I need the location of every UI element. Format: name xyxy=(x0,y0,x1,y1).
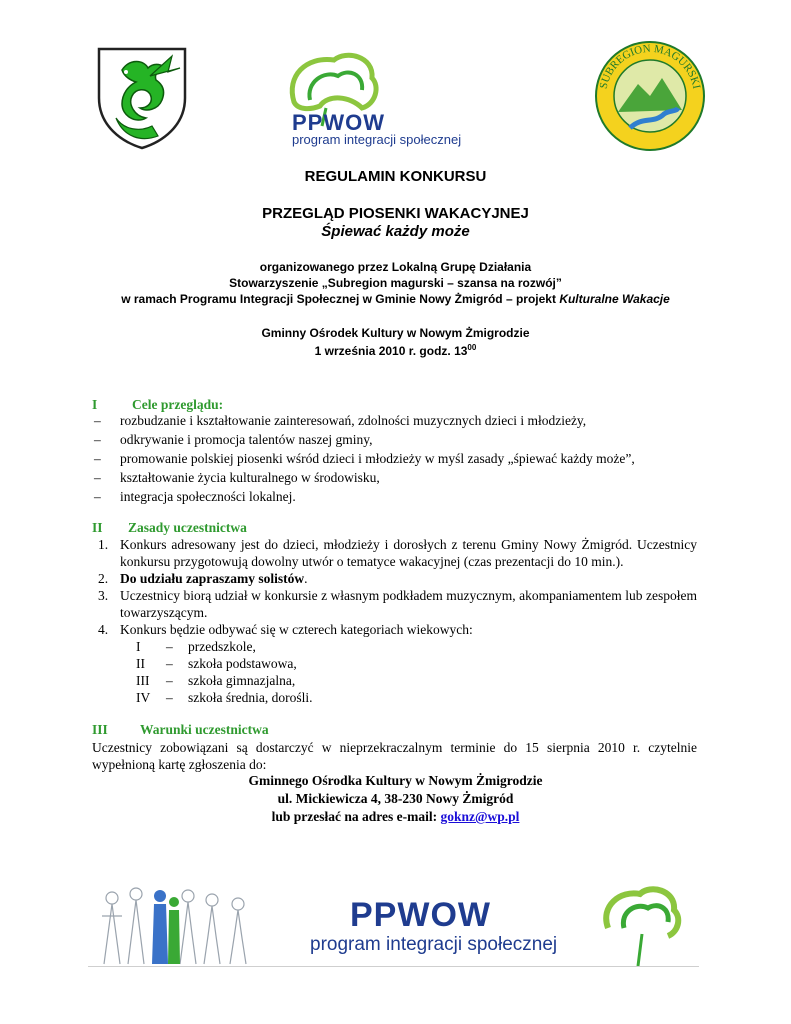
section2-list xyxy=(92,536,697,638)
item-text: Uczestnicy biorą udział w konkursie z własnym podkładem muzycznym, akompaniamentem lub zespołem towarzyszącym. xyxy=(120,588,697,620)
email-link[interactable]: goknz@wp.pl xyxy=(440,809,520,824)
venue-place: Gminny Ośrodek Kultury w Nowym Żmigrodzie xyxy=(261,326,530,340)
organizer-line1: organizowanego przez Lokalną Grupę Działania xyxy=(259,260,532,274)
tree-logo-icon xyxy=(598,884,688,966)
venue-date-text: 1 września 2010 r. godz. 13 xyxy=(314,344,468,358)
section1-heading xyxy=(92,397,223,413)
list-item: – integracja społeczności lokalnej. xyxy=(92,488,712,507)
category-dash: – xyxy=(166,673,173,688)
list-item xyxy=(92,587,697,621)
page-title: REGULAMIN KONKURSU xyxy=(304,168,487,185)
list-item: – odkrywanie i promocja talentów naszej gminy, xyxy=(92,431,712,450)
category-label: szkoła średnia, dorośli. xyxy=(188,690,313,705)
category-roman: I xyxy=(136,639,141,654)
event-motto: Śpiewać każdy może xyxy=(321,223,470,240)
section1-title: Cele przeglądu: xyxy=(132,397,224,412)
category-roman: III xyxy=(136,673,150,688)
item-text: Do udziału zapraszamy solistów xyxy=(120,571,305,586)
item-number: 1. xyxy=(98,537,109,552)
organizer-line3-prefix: w ramach Programu Integracji Społecznej w Gminie Nowy Żmigród – projekt xyxy=(121,292,556,306)
category-row xyxy=(136,672,312,689)
footer-logo-name: PPWOW xyxy=(350,896,491,934)
section3-heading xyxy=(92,722,269,738)
ppwow-logo-tagline: program integracji społecznej xyxy=(292,132,462,147)
item-number: 2. xyxy=(98,571,109,586)
section3-title: Warunki uczestnictwa xyxy=(140,722,269,737)
category-dash: – xyxy=(166,639,173,654)
ppwow-logo xyxy=(280,52,530,148)
subregion-logo xyxy=(594,40,706,152)
venue-date xyxy=(0,340,791,359)
section2-title: Zasady uczestnictwa xyxy=(128,520,247,535)
project-name: Kulturalne Wakacje xyxy=(559,292,670,306)
category-roman: II xyxy=(136,656,145,671)
subregion-logo-text: SUBREGION MAGURSKI xyxy=(597,42,703,90)
section3-text: Uczestnicy zobowiązani są dostarczyć w nieprzekraczalnym terminie do 15 sierpnia 2010 r. czytelnie wypełnioną kartę zgłoszenia do: xyxy=(92,740,697,772)
category-roman: IV xyxy=(136,690,151,705)
svg-text:SUBREGION MAGURSKI xyxy=(598,43,703,90)
list-item xyxy=(92,536,697,570)
age-categories xyxy=(136,638,312,706)
list-item: – rozbudzanie i kształtowanie zainteresowań, zdolności muzycznych dzieci i młodzieży, xyxy=(92,412,712,431)
address-line2: ul. Mickiewicza 4, 38-230 Nowy Żmigród xyxy=(277,791,514,806)
section2-heading xyxy=(92,520,247,536)
coat-of-arms xyxy=(96,46,188,150)
organizer-line3 xyxy=(0,291,791,307)
category-label: przedszkole, xyxy=(188,639,256,654)
category-row xyxy=(136,689,312,706)
category-dash: – xyxy=(166,656,173,671)
list-item: – kształtowanie życia kulturalnego w środowisku, xyxy=(92,469,712,488)
category-row xyxy=(136,638,312,655)
category-row xyxy=(136,655,312,672)
section2-num: II xyxy=(92,520,103,535)
item-text: Konkurs będzie odbywać się w czterech kategoriach wiekowych: xyxy=(120,622,473,637)
list-item: 2. Do udziału zapraszamy solistów. xyxy=(98,571,308,586)
email-line xyxy=(0,807,791,827)
item-number: 4. xyxy=(98,622,109,637)
address-line1: Gminnego Ośrodka Kultury w Nowym Żmigrodzie xyxy=(248,773,543,788)
item-text: Konkurs adresowany jest do dzieci, młodzieży i dorosłych z terenu Gminy Nowy Żmigród. Uczestnicy konkursu przygotowują dowolny utwór o tematyce wakacyjnej (czas prezentacji do 10 min.). xyxy=(120,537,697,569)
section1-list xyxy=(92,412,712,507)
footer-banner xyxy=(88,884,699,967)
ppwow-logo-name: PPWOW xyxy=(292,110,385,135)
category-label: szkoła podstawowa, xyxy=(188,656,297,671)
event-name: PRZEGLĄD PIOSENKI WAKACYJNEJ xyxy=(262,205,529,222)
list-item: – promowanie polskiej piosenki wśród dzieci i młodzieży w myśl zasady „śpiewać każdy może”, xyxy=(92,450,712,469)
organizer-line2: Stowarzyszenie „Subregion magurski – szansa na rozwój” xyxy=(229,276,562,290)
footer-logo-tagline: program integracji społecznej xyxy=(310,934,558,955)
category-dash: – xyxy=(166,690,173,705)
list-item xyxy=(92,621,697,638)
category-label: szkoła gimnazjalna, xyxy=(188,673,296,688)
section1-num: I xyxy=(92,397,98,412)
item-number: 3. xyxy=(98,588,109,603)
people-crowd-icon xyxy=(88,884,268,966)
venue-time-sup: 00 xyxy=(467,343,477,352)
email-prefix: lub przesłać na adres e-mail: xyxy=(271,809,438,824)
section3-num: III xyxy=(92,722,108,737)
